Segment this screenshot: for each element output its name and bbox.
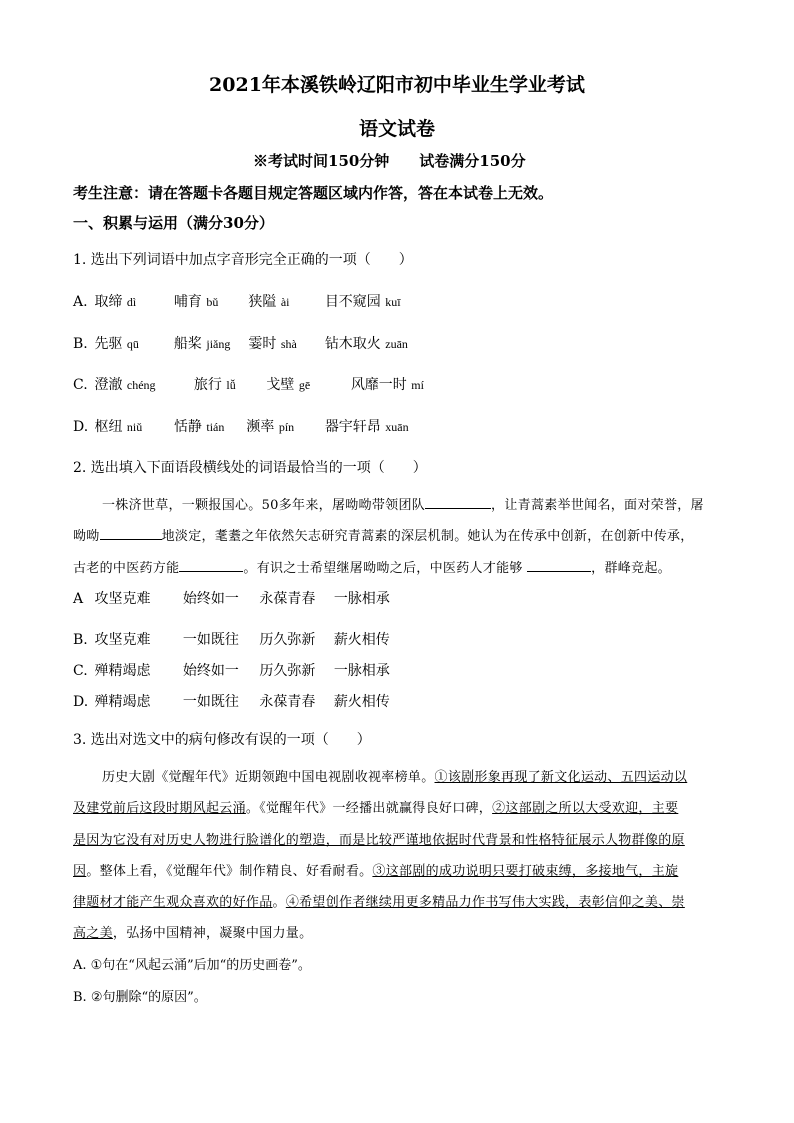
exam-info: ※考试时间150分钟 试卷满分150分: [253, 152, 526, 170]
option-word: 戈壁: [266, 377, 295, 393]
pinyin: pín: [278, 420, 295, 434]
option-word: 旅行: [193, 377, 222, 393]
option-word: 先驱: [94, 336, 123, 352]
pinyin: ài: [280, 295, 290, 309]
pinyin: chéng: [126, 378, 156, 392]
option-word: 船桨: [173, 336, 202, 352]
option-label: D.: [73, 694, 89, 710]
pinyin: jiǎng: [206, 337, 231, 351]
fill-blank: [179, 559, 243, 572]
q3-option-b: B. ②句删除“的原因”。: [73, 990, 207, 1005]
fill-blank: [425, 496, 491, 509]
option-word: 濒率: [246, 419, 275, 435]
q2-option-a: A 攻坚克难 始终如一 永葆青春 一脉相承: [73, 591, 390, 607]
pinyin: shà: [280, 337, 297, 351]
option-label: B.: [73, 632, 88, 648]
q3-passage-line: 因。整体上看，《觉醒年代》制作精良、好看耐看。③这部剧的成功说明只要打破束缚，多接地气，主旋: [73, 864, 679, 879]
q3-passage-line: 高之美，弘扬中国精神，凝聚中国力量。: [73, 926, 313, 941]
option-word: 枢纽: [94, 419, 123, 435]
candidate-notice: 考生注意：请在答题卡各题目规定答题区域内作答，答在本试卷上无效。: [73, 184, 554, 202]
q2-option-b: B. 攻坚克难 一如既往 历久弥新 薪火相传: [73, 632, 390, 648]
q1-option-b: [73, 333, 408, 353]
q2-passage-line: 呦呦 地淡定，耄耋之年依然矢志研究青蒿素的深层机制。她认为在传承中创新，在创新中传承，: [73, 529, 694, 544]
q3-passage-line: 及建党前后这段时期风起云涌。《觉醒年代》一经播出就赢得良好口碑，②这部剧之所以大受欢迎，主要: [73, 801, 679, 816]
paper-subtitle: 语文试卷: [358, 118, 435, 140]
option-word: 器宇轩昂: [324, 419, 381, 435]
option-word: 取缔: [94, 294, 123, 310]
q3-passage-line: 是因为它没有对历史人物进行脸谱化的塑造，而是比较严谨地依据时代背景和性格特征展示人物群像的原: [73, 833, 685, 848]
q2-passage-line: 一株济世草，一颗报国心。50多年来，屠呦呦带领团队 ，让青蒿素举世闻名，面对荣誉，屠: [102, 498, 704, 513]
question-1-stem: 1. 选出下列词语中加点字音形完全正确的一项（ ）: [73, 252, 413, 268]
pinyin: dì: [126, 295, 137, 309]
option-word: 霎时: [248, 336, 277, 352]
pinyin: tián: [206, 420, 225, 434]
option-label: C.: [73, 377, 88, 393]
option-word: 钻木取火: [324, 336, 381, 352]
q2-option-c: C. 殚精竭虑 始终如一 历久弥新 一脉相承: [73, 663, 390, 679]
question-2-stem: 2. 选出填入下面语段横线处的词语最恰当的一项（ ）: [73, 460, 427, 476]
option-label: B.: [73, 336, 88, 352]
option-word: 风靡一时: [350, 377, 407, 393]
fill-blank: [527, 559, 591, 572]
option-label: A.: [73, 294, 88, 310]
fill-blank: [100, 527, 162, 540]
option-word: 恬静: [173, 419, 202, 435]
q3-passage-line: 历史大剧《觉醒年代》近期领跑中国电视剧收视率榜单。①该剧形象再现了新文化运动、五四运动以: [102, 770, 688, 785]
option-label: A: [73, 591, 84, 607]
q2-option-d: D. 殚精竭虑 一如既往 永葆青春 薪火相传: [73, 694, 390, 710]
q1-option-c: [73, 374, 424, 394]
section-heading: 一、积累与运用（满分30分）: [73, 214, 274, 232]
option-word: 目不窥园: [324, 294, 381, 310]
pinyin: mí: [411, 378, 424, 392]
pinyin: qū: [126, 337, 139, 351]
pinyin: niǔ: [126, 420, 143, 434]
option-label: D.: [73, 419, 89, 435]
q3-option-a: A. ①句在“风起云涌”后加“的历史画卷”。: [73, 958, 311, 973]
pinyin: kuī: [385, 295, 401, 309]
q3-passage-line: 律题材才能产生观众喜欢的好作品。④希望创作者继续用更多精品力作书写伟大实践，表彰信仰之美、崇: [73, 895, 685, 910]
q2-passage-line: 古老的中医药方能 。有识之士希望继屠呦呦之后，中医药人才能够 ，群峰竞起。: [73, 561, 671, 576]
q1-option-d: [73, 416, 409, 436]
question-3-stem: 3. 选出对选文中的病句修改有误的一项（ ）: [73, 732, 371, 748]
option-label: C.: [73, 663, 88, 679]
pinyin: xuān: [385, 420, 409, 434]
option-word: 狭隘: [248, 294, 277, 310]
option-word: 澄澈: [94, 377, 123, 393]
q1-option-a: [73, 291, 401, 311]
pinyin: lǚ: [226, 378, 236, 392]
exam-title: 2021年本溪铁岭辽阳市初中毕业生学业考试: [209, 74, 585, 96]
pinyin: gē: [298, 378, 311, 392]
pinyin: bǔ: [206, 295, 219, 309]
option-word: 哺育: [173, 294, 202, 310]
pinyin: zuān: [385, 337, 408, 351]
